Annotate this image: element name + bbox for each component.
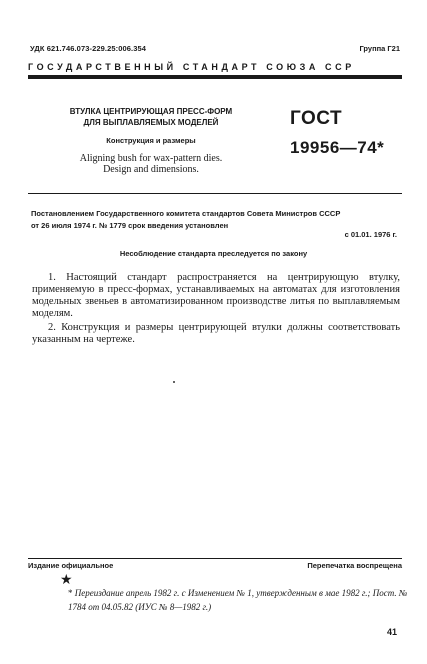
section-rule — [28, 193, 402, 194]
footnote-text: Переиздание апрель 1982 г. с Изменением № 1, утвержденным в мае 1982 г.; Пост. № 1784 от 04.05.82 (ИУС № 8—1982 г.) — [68, 588, 408, 612]
footer-rule — [28, 558, 402, 559]
title-ru-line1: ВТУЛКА ЦЕНТРИРУЮЩАЯ ПРЕСС-ФОРМ — [69, 107, 233, 116]
title-block — [46, 106, 256, 175]
title-en — [46, 153, 256, 175]
gost-block — [290, 108, 405, 158]
star-icon: ★ — [60, 572, 73, 588]
official-edition-label: Издание официальное — [28, 561, 114, 570]
reprint-prohibited-label: Перепечатка воспрещена — [307, 561, 402, 570]
paragraph-2: 2. Конструкция и размеры центрирующей втулки должны соответствовать указанным на чертеже. — [32, 322, 400, 345]
page-number: 41 — [386, 627, 397, 637]
gost-number: 19956—74* — [290, 138, 385, 157]
decree-text — [31, 208, 403, 232]
header-rule — [28, 75, 402, 79]
footnote — [68, 586, 408, 614]
udk-code: УДК 621.746.073-229.25:006.354 — [30, 44, 147, 53]
decree-line1: Постановлением Государственного комитета стандартов Совета Министров СССР — [31, 209, 341, 218]
stray-dot — [173, 381, 175, 383]
title-en-line1: Aligning bush for wax-pattern dies. — [79, 153, 223, 164]
state-standard-heading: ГОСУДАРСТВЕННЫЙ СТАНДАРТ СОЮЗА ССР — [28, 62, 355, 72]
gost-label: ГОСТ — [290, 108, 343, 129]
footnote-mark: * — [68, 588, 73, 598]
title-ru — [46, 106, 256, 128]
title-en-line2: Design and dimensions. — [103, 164, 199, 175]
violation-notice: Несоблюдение стандарта преследуется по закону — [119, 249, 308, 258]
group-code: Группа Г21 — [359, 44, 400, 53]
title-ru-line2: ДЛЯ ВЫПЛАВЛЯЕМЫХ МОДЕЛЕЙ — [83, 118, 219, 127]
effective-date: с 01.01. 1976 г. — [344, 230, 397, 239]
paragraph-1: 1. Настоящий стандарт распространяется на центрирующую втулку, применяемую в пресс-формах, устанавливаемых на автоматах для изготовления модельных звеньев в автоматизированном производстве литья по выплавляемым моделям. — [32, 272, 400, 319]
decree-line2: от 26 июля 1974 г. № 1779 срок введения установлен — [31, 221, 229, 230]
subtitle-ru: Конструкция и размеры — [106, 136, 196, 145]
